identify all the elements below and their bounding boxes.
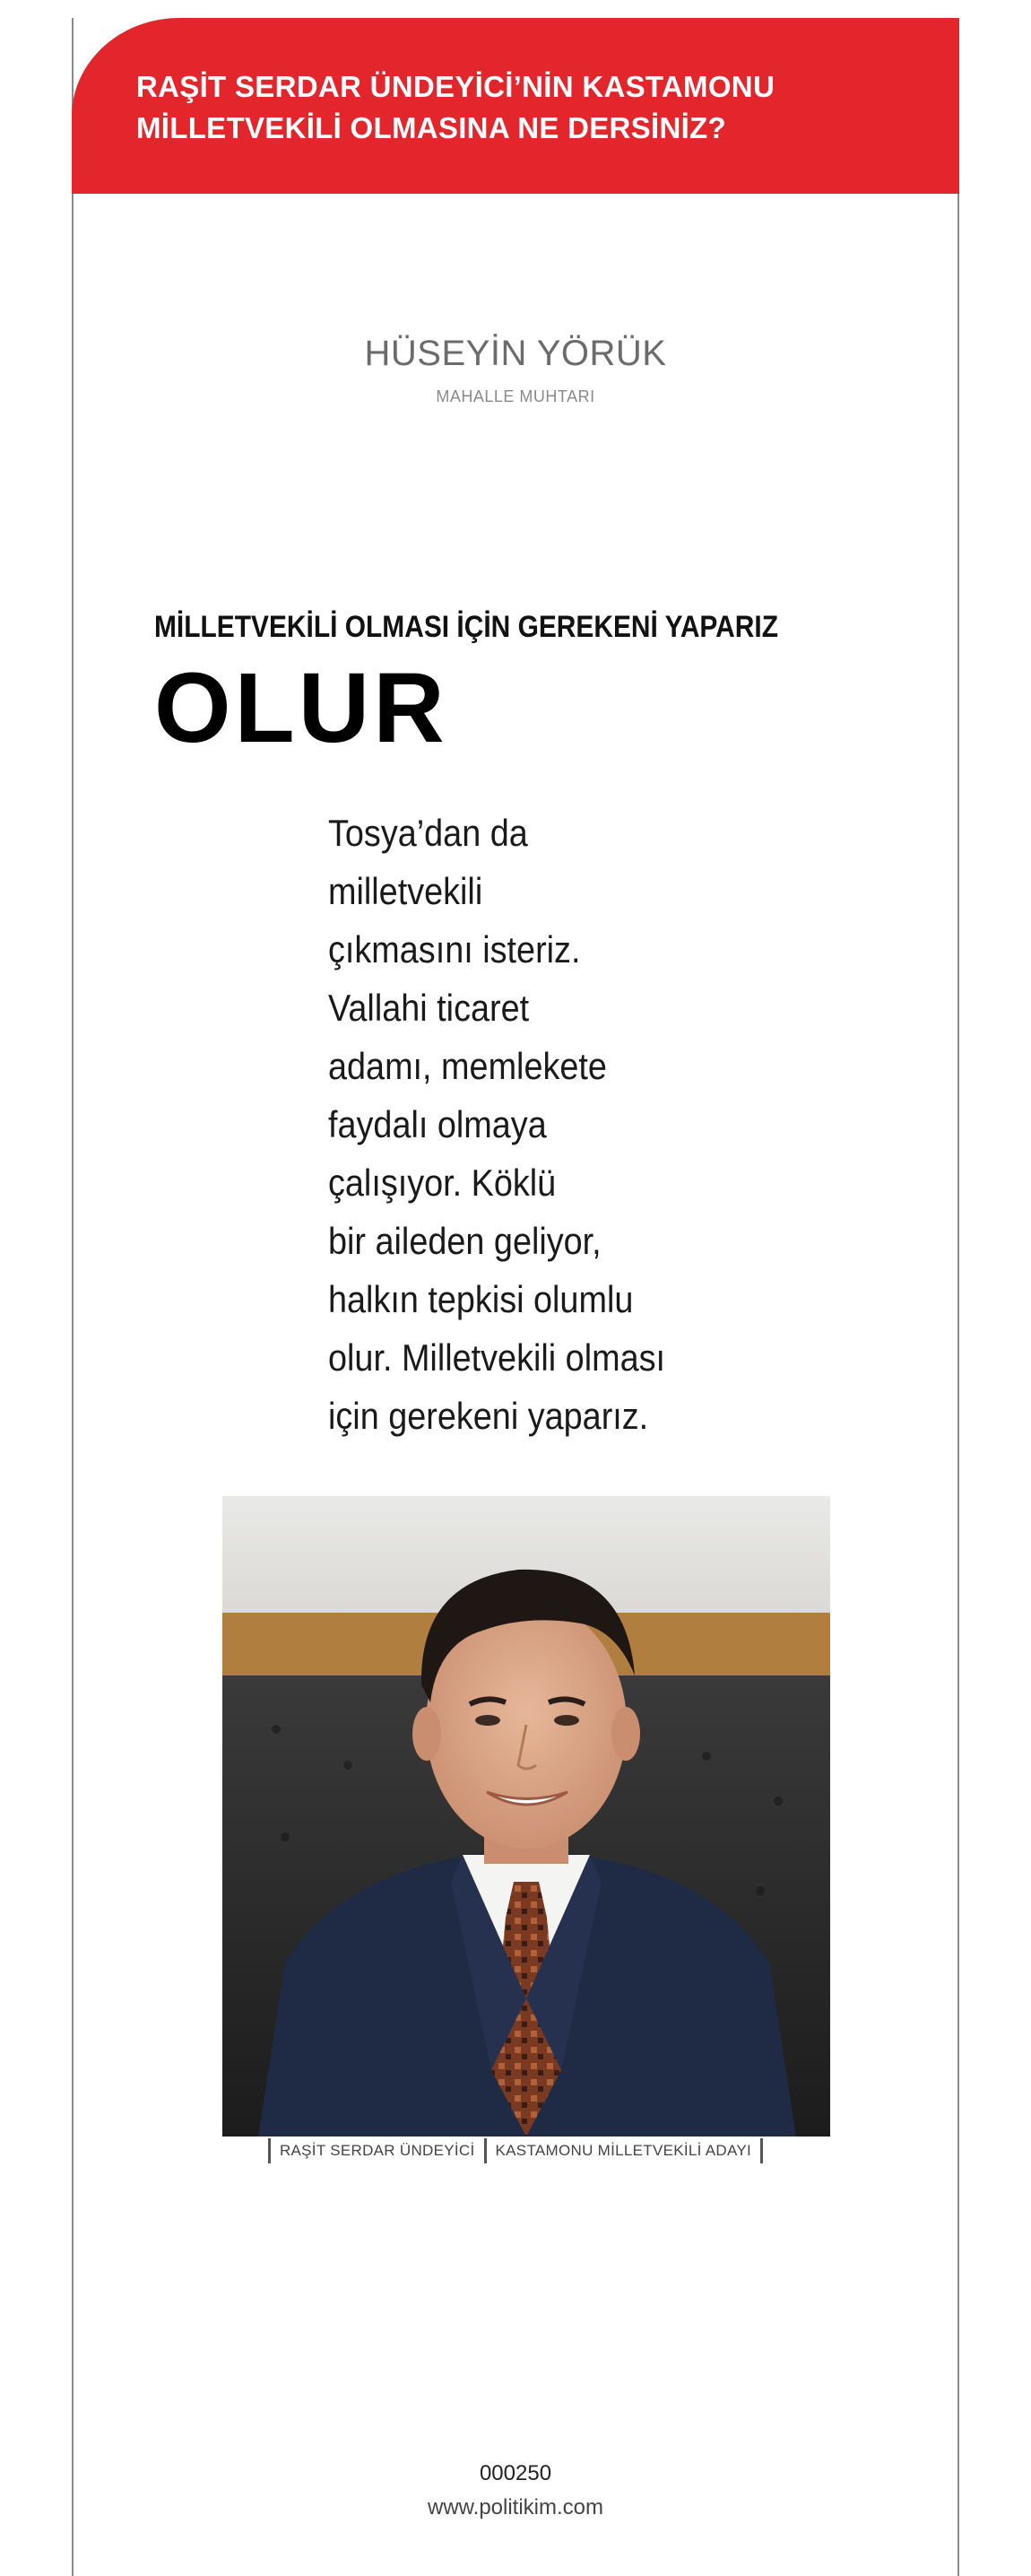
quote-line: adamı, memlekete bbox=[328, 1045, 607, 1087]
caption-divider bbox=[484, 2138, 487, 2163]
quote-line: halkın tepkisi olumlu bbox=[328, 1278, 634, 1320]
quote-line: olur. Milletvekili olması bbox=[328, 1336, 666, 1379]
header-title-line-2: MİLLETVEKİLİ OLMASINA NE DERSİNİZ? bbox=[136, 111, 726, 144]
quote-line: çalışıyor. Köklü bbox=[328, 1162, 557, 1204]
portrait-photo bbox=[222, 1496, 830, 2137]
caption-name: RAŞİT SERDAR ÜNDEYİCİ bbox=[279, 2142, 475, 2159]
article-quote bbox=[328, 804, 683, 1445]
author-role: MAHALLE MUHTARI bbox=[436, 387, 595, 405]
author-name: HÜSEYİN YÖRÜK bbox=[364, 334, 667, 373]
quote-line: için gerekeni yaparız. bbox=[328, 1395, 649, 1437]
quote-line: çıkmasını isteriz. bbox=[328, 928, 581, 970]
caption-divider bbox=[268, 2138, 271, 2163]
photo-caption bbox=[0, 2138, 1031, 2163]
quote-line: Vallahi ticaret bbox=[328, 987, 530, 1029]
header-banner bbox=[72, 18, 959, 194]
footer-url: www.politikim.com bbox=[427, 2495, 604, 2519]
header-title bbox=[136, 66, 925, 149]
header-title-line-1: RAŞİT SERDAR ÜNDEYİCİ’NİN KASTAMONU bbox=[136, 70, 775, 103]
quote-line: Tosya’dan da bbox=[328, 812, 528, 854]
article-kicker: MİLLETVEKİLİ OLMASI İÇİN GEREKENİ YAPARIZ bbox=[154, 610, 778, 644]
quote-line: milletvekili bbox=[328, 870, 483, 912]
caption-role: KASTAMONU MİLLETVEKİLİ ADAYI bbox=[495, 2142, 752, 2159]
quote-line: faydalı olmaya bbox=[328, 1103, 547, 1145]
quote-line: bir aileden geliyor, bbox=[328, 1220, 602, 1262]
caption-divider bbox=[760, 2138, 763, 2163]
footer-number: 000250 bbox=[479, 2461, 552, 2485]
article-headline: OLUR bbox=[154, 653, 448, 763]
